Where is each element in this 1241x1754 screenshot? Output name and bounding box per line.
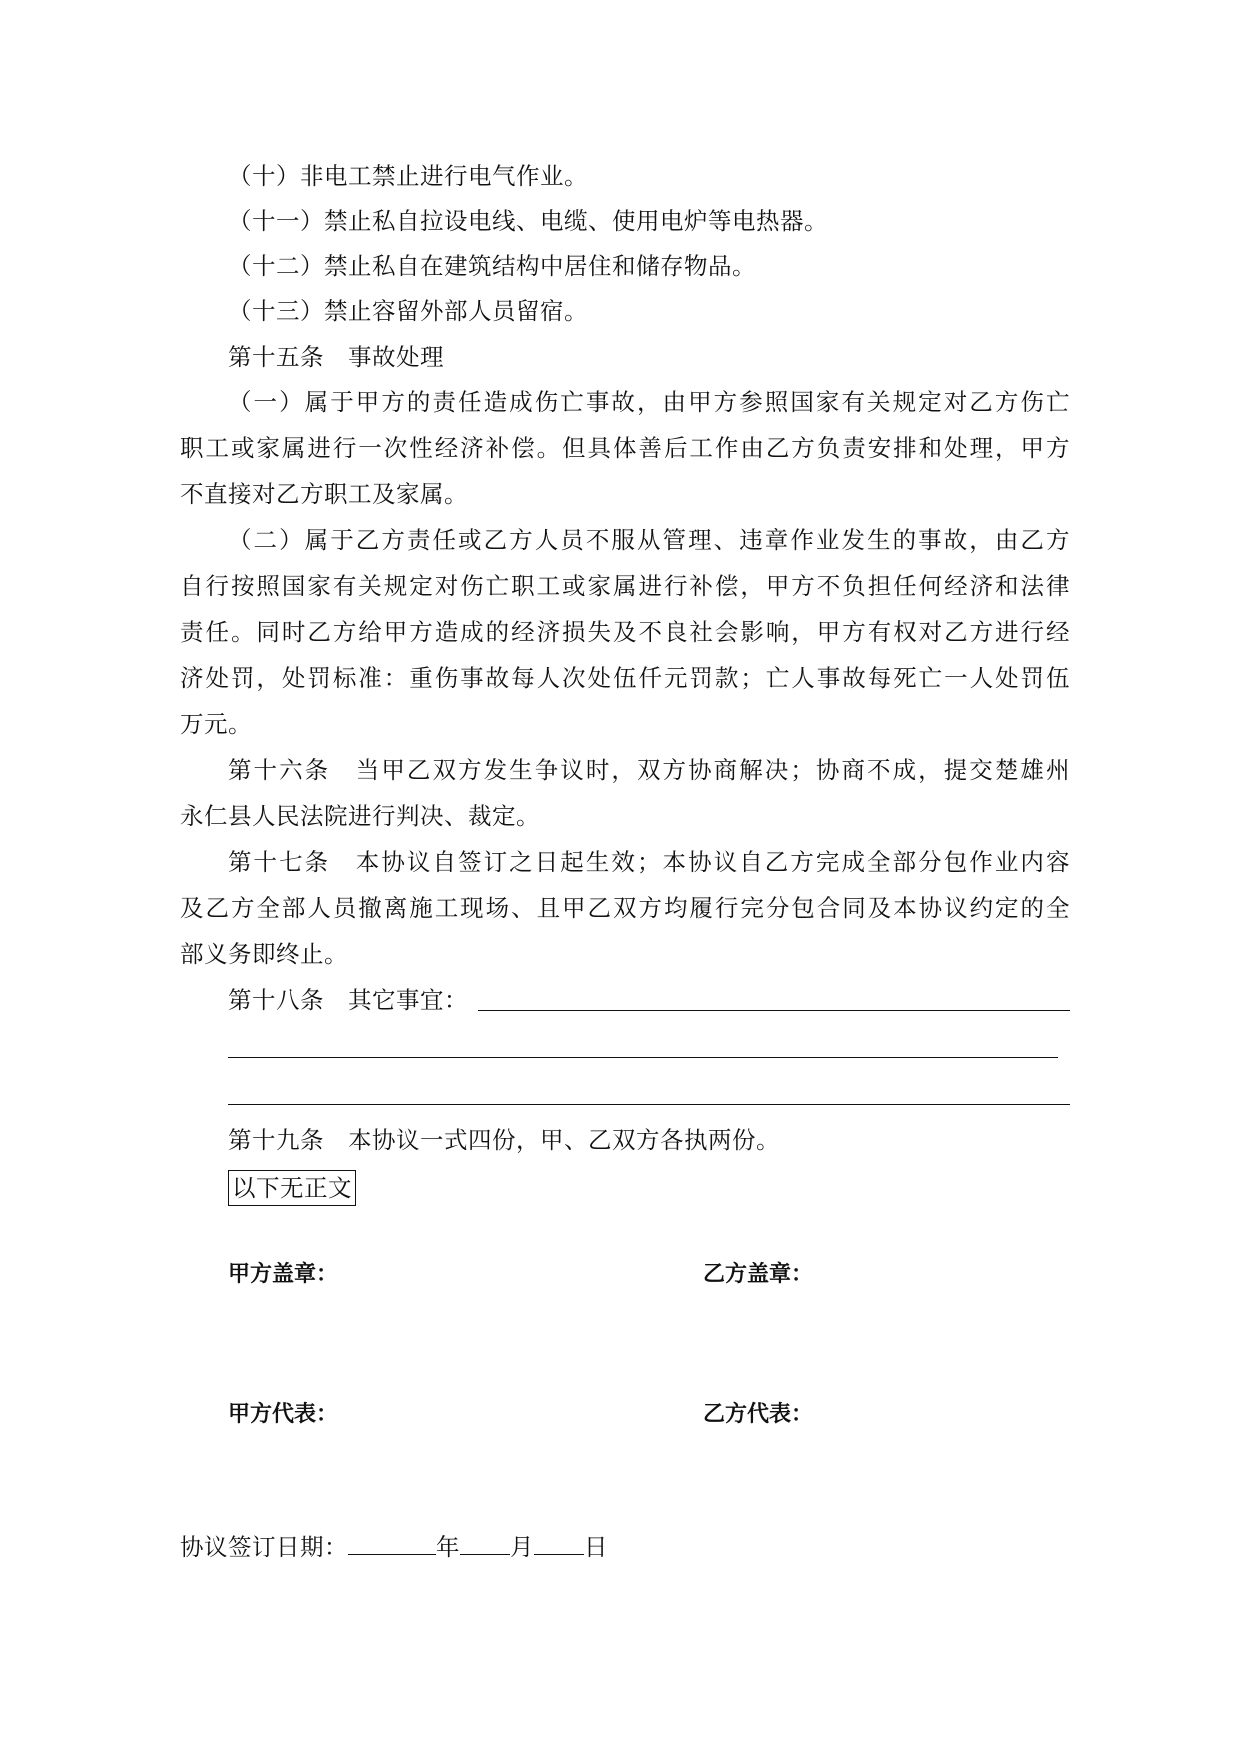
clause-item-11: （十一）禁止私自拉设电线、电缆、使用电炉等电热器。	[228, 207, 828, 235]
year-blank	[348, 1530, 436, 1555]
clause-item-10: （十）非电工禁止进行电气作业。	[228, 162, 588, 190]
article-15-p2-line1: （二）属于乙方责任或乙方人员不服从管理、违章作业发生的事故，由乙方	[228, 526, 1070, 554]
party-b-seal-label: 乙方盖章：	[703, 1262, 814, 1287]
party-b-representative-label: 乙方代表：	[703, 1402, 814, 1427]
article-16-line2: 永仁县人民法院进行判决、裁定。	[180, 802, 540, 830]
clause-item-12: （十二）禁止私自在建筑结构中居住和储存物品。	[228, 252, 756, 280]
article-18-fill-line-3	[228, 1104, 1070, 1105]
article-15-p1-line1: （一）属于甲方的责任造成伤亡事故，由甲方参照国家有关规定对乙方伤亡	[228, 388, 1070, 416]
day-blank	[534, 1530, 584, 1555]
signing-date-line	[180, 1530, 608, 1563]
article-15-p1-line2: 职工或家属进行一次性经济补偿。但具体善后工作由乙方负责安排和处理，甲方	[180, 434, 1070, 462]
article-15-p1-line3: 不直接对乙方职工及家属。	[180, 480, 468, 508]
party-a-representative-label: 甲方代表：	[228, 1402, 339, 1427]
article-15-p2-line4: 济处罚，处罚标准：重伤事故每人次处伍仟元罚款；亡人事故每死亡一人处罚伍	[180, 664, 1070, 692]
month-label: 月	[510, 1533, 534, 1561]
month-blank	[460, 1530, 510, 1555]
clause-item-13: （十三）禁止容留外部人员留宿。	[228, 297, 588, 325]
signing-date-label: 协议签订日期：	[180, 1533, 348, 1561]
article-18-label: 第十八条 其它事宜：	[228, 986, 468, 1014]
article-16-line1: 第十六条 当甲乙双方发生争议时，双方协商解决；协商不成，提交楚雄州	[228, 756, 1070, 784]
article-17-line3: 部义务即终止。	[180, 940, 348, 968]
article-18-fill-line-1	[478, 1010, 1070, 1011]
article-15-p2-line5: 万元。	[180, 710, 252, 738]
article-15-p2-line2: 自行按照国家有关规定对伤亡职工或家属进行补偿，甲方不负担任何经济和法律	[180, 572, 1070, 600]
end-of-text-note: 以下无正文	[228, 1170, 356, 1206]
article-15-heading: 第十五条 事故处理	[228, 343, 444, 371]
party-a-seal-label: 甲方盖章：	[228, 1262, 339, 1287]
article-19-text: 第十九条 本协议一式四份，甲、乙双方各执两份。	[228, 1126, 780, 1154]
article-18-fill-line-2	[228, 1057, 1058, 1058]
article-17-line1: 第十七条 本协议自签订之日起生效；本协议自乙方完成全部分包作业内容	[228, 848, 1070, 876]
year-label: 年	[436, 1533, 460, 1561]
day-label: 日	[584, 1533, 608, 1561]
article-15-p2-line3: 责任。同时乙方给甲方造成的经济损失及不良社会影响，甲方有权对乙方进行经	[180, 618, 1070, 646]
article-17-line2: 及乙方全部人员撤离施工现场、且甲乙双方均履行完分包合同及本协议约定的全	[180, 894, 1070, 922]
